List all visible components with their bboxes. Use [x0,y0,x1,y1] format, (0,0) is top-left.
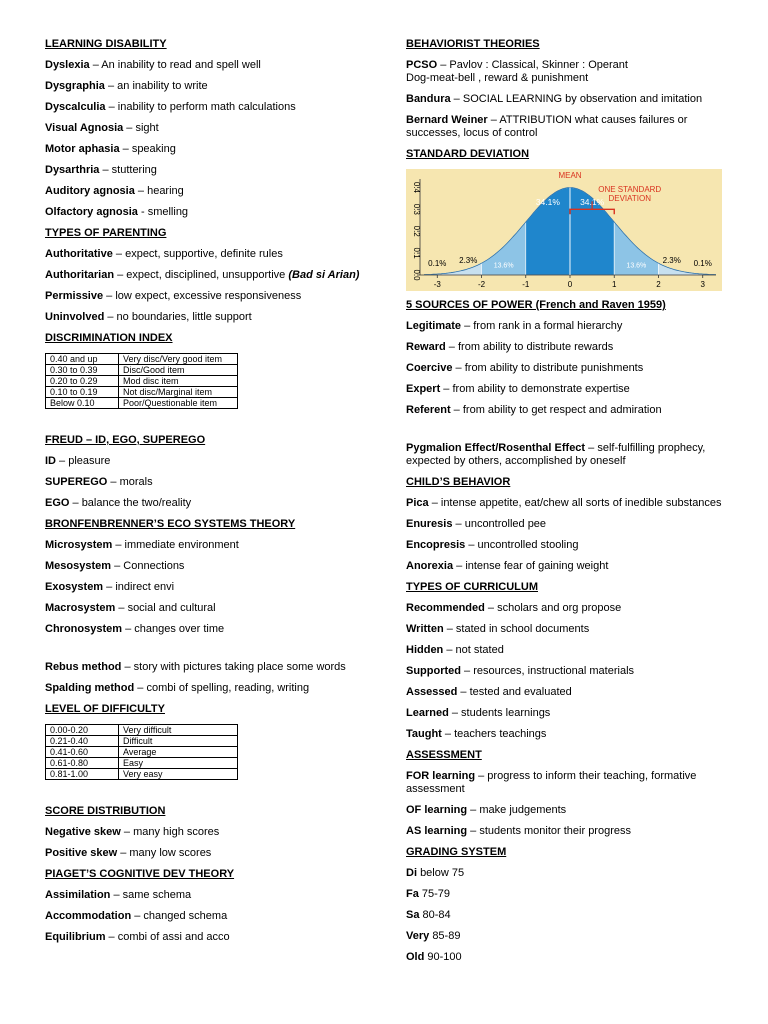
description: sight [135,122,159,134]
term: Dyslexia [45,59,90,71]
assessment-heading: ASSESSMENT [406,749,482,761]
freud-item [45,497,365,510]
table-cell: 0.30 to 0.39 [46,365,119,376]
description: An inability to read and spell well [101,59,261,71]
term: Encopresis [406,539,466,551]
grading-item [406,930,726,943]
description: inability to perform math calculations [117,101,296,113]
separator: – [89,59,102,71]
standard-deviation-heading: STANDARD DEVIATION [406,148,530,160]
description: indirect envi [115,581,175,593]
term: SUPEREGO [45,476,108,488]
separator: – [112,539,125,551]
bronfenbrenner-item [45,539,365,552]
separator: – [56,455,69,467]
separator: – [487,114,500,126]
table-row [46,376,238,387]
term: Olfactory agnosia [45,206,138,218]
piaget-item [45,931,365,944]
term: Assimilation [45,889,111,901]
term: Exosystem [45,581,104,593]
description: intense appetite, eat/chew all sorts of inedible substances [440,497,722,509]
description: 80-84 [422,909,451,921]
note [288,269,359,281]
discrimination-index-heading: DISCRIMINATION INDEX [45,332,173,344]
chart-svg [406,169,722,291]
description: from ability to distribute punishments [464,362,644,374]
parenting-item [45,248,365,261]
freud-item [45,455,365,468]
learning-disability-heading: LEARNING DISABILITY [45,38,167,50]
table-cell: Poor/Questionable item [119,398,238,409]
term: Rebus method [45,661,122,673]
description: speaking [131,143,176,155]
table-row [46,365,238,376]
separator: – [453,560,466,572]
term: Written [406,623,444,635]
table-cell: Not disc/Marginal item [119,387,238,398]
table-row [46,398,238,409]
separator: – [461,665,474,677]
term: Recommended [406,602,485,614]
separator: – [123,122,136,134]
separator: – [134,185,148,197]
assessment-item [406,770,726,796]
assessment-item [406,825,726,838]
table-row [46,769,238,780]
band-label: 2.3% [459,255,478,265]
curriculum-item [406,728,726,741]
separator: – [121,661,134,673]
term: Motor aphasia [45,143,120,155]
description: immediate environment [124,539,239,551]
description: uncontrolled stooling [477,539,579,551]
spacer [45,417,365,434]
separator: – [585,442,598,454]
separator: – [443,623,456,635]
description: balance the two/reality [81,497,192,509]
term: Accommodation [45,910,132,922]
separator: – [110,889,123,901]
description: SOCIAL LEARNING by observation and imitation [462,93,703,105]
spacer [406,425,726,442]
learning-disability-item [45,59,365,72]
bronfenbrenner-item [45,560,365,573]
table-cell: 0.81-1.00 [46,769,119,780]
term: Taught [406,728,442,740]
separator: – [428,497,441,509]
description: story with pictures taking place some words [133,661,346,673]
grading-item [406,867,726,880]
table-cell: 0.21-0.40 [46,736,119,747]
discrimination-index-table [45,353,238,409]
separator: – [452,518,465,530]
separator: – [448,707,462,719]
power-source-item [406,404,726,417]
separator: – [134,682,147,694]
x-tick-label: -3 [433,280,441,289]
description: 85-89 [432,930,461,942]
band-label: 13.6% [493,262,514,270]
reading-method-item [45,682,365,695]
separator: – [119,143,132,155]
description: combi of assi and acco [117,931,230,943]
separator: – [450,93,463,105]
separator: – [104,80,118,92]
term: OF learning [406,804,468,816]
table-row [46,736,238,747]
term: Uninvolved [45,311,105,323]
term: Fa [406,888,419,900]
freud-item [45,476,365,489]
description: stated in school documents [455,623,590,635]
table-cell: Easy [119,758,238,769]
x-tick-label: 0 [567,280,573,289]
term: Equilibrium [45,931,106,943]
behaviorist-item [406,93,726,106]
learning-disability-item [45,185,365,198]
y-tick-label: 0.2 [412,225,421,237]
term: Supported [406,665,461,677]
bronfenbrenner-item [45,623,365,636]
term: Auditory agnosia [45,185,135,197]
table-row [46,725,238,736]
table-cell: Difficult [119,736,238,747]
separator: – [117,847,130,859]
piaget-item [45,910,365,923]
table-cell: Average [119,747,238,758]
description: pleasure [68,455,111,467]
separator: – [115,602,128,614]
description: from ability to distribute rewards [457,341,614,353]
separator: – [452,362,465,374]
term: Sa [406,909,420,921]
description: from ability to get respect and admiration [462,404,662,416]
term: Very [406,930,430,942]
band-label: 34.1% [580,196,605,207]
table-cell: 0.40 and up [46,354,119,365]
parenting-item [45,290,365,303]
term: Authoritarian [45,269,115,281]
curriculum-item [406,644,726,657]
description: progress to inform their teaching, formative assessment [406,770,697,795]
child-behavior-item [406,497,726,510]
separator: – [443,644,456,656]
learning-disability-item [45,164,365,177]
description-line-2: Dog-meat-bell , reward & punishment [406,72,589,84]
table-cell: 0.10 to 0.19 [46,387,119,398]
child-behavior-heading: CHILD’S BEHAVIOR [406,476,511,488]
term: Permissive [45,290,104,302]
child-behavior-item [406,539,726,552]
table-cell: 0.20 to 0.29 [46,376,119,387]
term: Legitimate [406,320,462,332]
term: Enuresis [406,518,453,530]
description: uncontrolled pee [464,518,547,530]
description: below 75 [420,867,465,879]
x-tick-label: -1 [522,280,530,289]
description: expect, disciplined, unsupportive [126,269,289,281]
power-source-heading: 5 SOURCES OF POWER (French and Raven 1959) [406,299,666,311]
description: Pavlov : Classical, Skinner : Operant [449,59,628,71]
grading-item [406,951,726,964]
separator: – [105,101,118,113]
x-tick-label: 1 [612,280,617,289]
description: same schema [122,889,192,901]
bronfenbrenner-heading: BRONFENBRENNER’S ECO SYSTEMS THEORY [45,518,296,530]
table-cell: Disc/Good item [119,365,238,376]
term: Dysarthria [45,164,100,176]
term: Pica [406,497,429,509]
difficulty-heading: LEVEL OF DIFFICULTY [45,703,165,715]
term: Negative skew [45,826,121,838]
separator: – [441,728,455,740]
separator: – [105,931,118,943]
parenting-item [45,269,365,282]
x-tick-label: 3 [700,280,705,289]
term: Positive skew [45,847,118,859]
power-source-item [406,383,726,396]
grading-item [406,888,726,901]
term: Authoritative [45,248,113,260]
mean-label: MEAN [558,171,582,180]
separator: – [122,623,135,635]
term: Old [406,951,425,963]
description: many low scores [129,847,212,859]
separator: – [120,826,134,838]
x-tick-label: -2 [477,280,486,289]
score-distribution-item [45,847,365,860]
table-cell: 0.00-0.20 [46,725,119,736]
description: hearing [147,185,184,197]
separator: – [112,248,126,260]
separator: – [99,164,112,176]
curriculum-item [406,707,726,720]
description: social and cultural [127,602,216,614]
tail-label: 0.1% [428,259,447,269]
separator: – [114,269,127,281]
term: Anorexia [406,560,454,572]
y-tick-label: 0.1 [412,247,421,259]
y-tick-label: 0.3 [412,203,421,215]
term: Di [406,867,417,879]
separator: – [111,560,124,572]
table-cell: Very difficult [119,725,238,736]
table-cell: 0.61-0.80 [46,758,119,769]
piaget-item [45,889,365,902]
description: self-fulfilling prophecy, expected by others, accomplished by oneself [406,442,706,467]
learning-disability-item [45,143,365,156]
term: Assessed [406,686,458,698]
term: Expert [406,383,441,395]
separator: – [131,910,144,922]
separator: – [104,311,117,323]
y-tick-label: 0.4 [412,181,421,193]
table-row [46,747,238,758]
table-cell: Very disc/Very good item [119,354,238,365]
description: no boundaries, little support [116,311,252,323]
term: Coercive [406,362,453,374]
piaget-heading: PIAGET’S COGNITIVE DEV THEORY [45,868,235,880]
description: from rank in a formal hierarchy [473,320,623,332]
table-row [46,387,238,398]
parenting-heading: TYPES OF PARENTING [45,227,167,239]
term: AS learning [406,825,468,837]
curriculum-item [406,686,726,699]
band-label: 2.3% [662,255,681,265]
curriculum-heading: TYPES OF CURRICULUM [406,581,538,593]
separator: - [137,206,148,218]
sd-label-line-2: DEVIATION [608,194,651,203]
separator: – [103,290,116,302]
power-source-item [406,320,726,333]
bronfenbrenner-item [45,581,365,594]
term: Mesosystem [45,560,112,572]
description: stuttering [111,164,157,176]
child-behavior-item [406,518,726,531]
description: many high scores [133,826,220,838]
score-distribution-item [45,826,365,839]
separator: – [450,404,463,416]
description: Connections [123,560,185,572]
description: changes over time [134,623,225,635]
note-text: (Bad si Arian) [288,269,360,281]
separator: – [69,497,82,509]
left-column [45,38,365,952]
separator: – [103,581,116,593]
term: Microsystem [45,539,113,551]
term: ID [45,455,56,467]
term: Dysgraphia [45,80,105,92]
band-label: 34.1% [535,196,560,207]
normal-distribution-chart [406,169,722,291]
description: an inability to write [117,80,208,92]
bronfenbrenner-item [45,602,365,615]
table-cell: 0.41-0.60 [46,747,119,758]
behaviorist-item [406,114,726,140]
description: 90-100 [427,951,462,963]
term: Pygmalion Effect/Rosenthal Effect [406,442,586,454]
separator: – [484,602,498,614]
sd-label-line-1: ONE STANDARD [598,185,662,194]
score-distribution-heading: SCORE DISTRIBUTION [45,805,166,817]
term: Bernard Weiner [406,114,488,126]
spacer [45,788,365,805]
description: students learnings [461,707,551,719]
curriculum-item [406,602,726,615]
description: low expect, excessive responsiveness [115,290,302,302]
table-row [46,354,238,365]
tail-label: 0.1% [693,259,712,269]
term: Dyscalculia [45,101,106,113]
description: changed schema [143,910,228,922]
separator: – [467,804,480,816]
spacer [45,644,365,661]
term: Visual Agnosia [45,122,124,134]
separator: – [465,539,478,551]
right-column [406,38,726,972]
separator: – [457,686,470,698]
term: PCSO [406,59,438,71]
difficulty-table [45,724,238,780]
term: Spalding method [45,682,135,694]
grading-item [406,909,726,922]
description: make judgements [479,804,567,816]
term: FOR learning [406,770,476,782]
description: resources, instructional materials [473,665,635,677]
parenting-item [45,311,365,324]
description: from ability to demonstrate expertise [452,383,630,395]
term: Hidden [406,644,444,656]
term: Chronosystem [45,623,123,635]
term: EGO [45,497,70,509]
separator: – [461,320,474,332]
grading-heading: GRADING SYSTEM [406,846,507,858]
y-tick-label: 0.0 [412,269,421,281]
table-cell: Mod disc item [119,376,238,387]
pygmalion-effect [406,442,726,468]
description: tested and evaluated [469,686,572,698]
separator: – [107,476,120,488]
power-source-item [406,341,726,354]
description: intense fear of gaining weight [465,560,609,572]
term: Learned [406,707,449,719]
learning-disability-item [45,122,365,135]
table-row [46,758,238,769]
description: 75-79 [421,888,451,900]
table-cell: Very easy [119,769,238,780]
child-behavior-item [406,560,726,573]
separator: – [445,341,458,353]
term: Reward [406,341,446,353]
description: students monitor their progress [479,825,631,837]
table-cell: Below 0.10 [46,398,119,409]
term: Referent [406,404,451,416]
assessment-item [406,804,726,817]
description: scholars and org propose [497,602,622,614]
separator: – [475,770,488,782]
separator: – [440,383,453,395]
curriculum-item [406,665,726,678]
learning-disability-item [45,206,365,219]
separator: – [467,825,480,837]
description: expect, supportive, definite rules [125,248,283,260]
power-source-item [406,362,726,375]
description: teachers teachings [454,728,547,740]
learning-disability-item [45,101,365,114]
term: Bandura [406,93,451,105]
description: ATTRIBUTION what causes failures or successes, locus of control [406,114,688,139]
behaviorist-item [406,59,726,85]
learning-disability-item [45,80,365,93]
description: combi of spelling, reading, writing [146,682,310,694]
reading-method-item [45,661,365,674]
description: morals [119,476,153,488]
description: smelling [147,206,189,218]
curriculum-item [406,623,726,636]
separator: – [437,59,450,71]
x-tick-label: 2 [656,280,661,289]
behaviorist-heading: BEHAVIORIST THEORIES [406,38,540,50]
band-label: 13.6% [626,262,647,270]
term: Macrosystem [45,602,116,614]
freud-heading: FREUD – ID, EGO, SUPEREGO [45,434,206,446]
description: not stated [455,644,504,656]
